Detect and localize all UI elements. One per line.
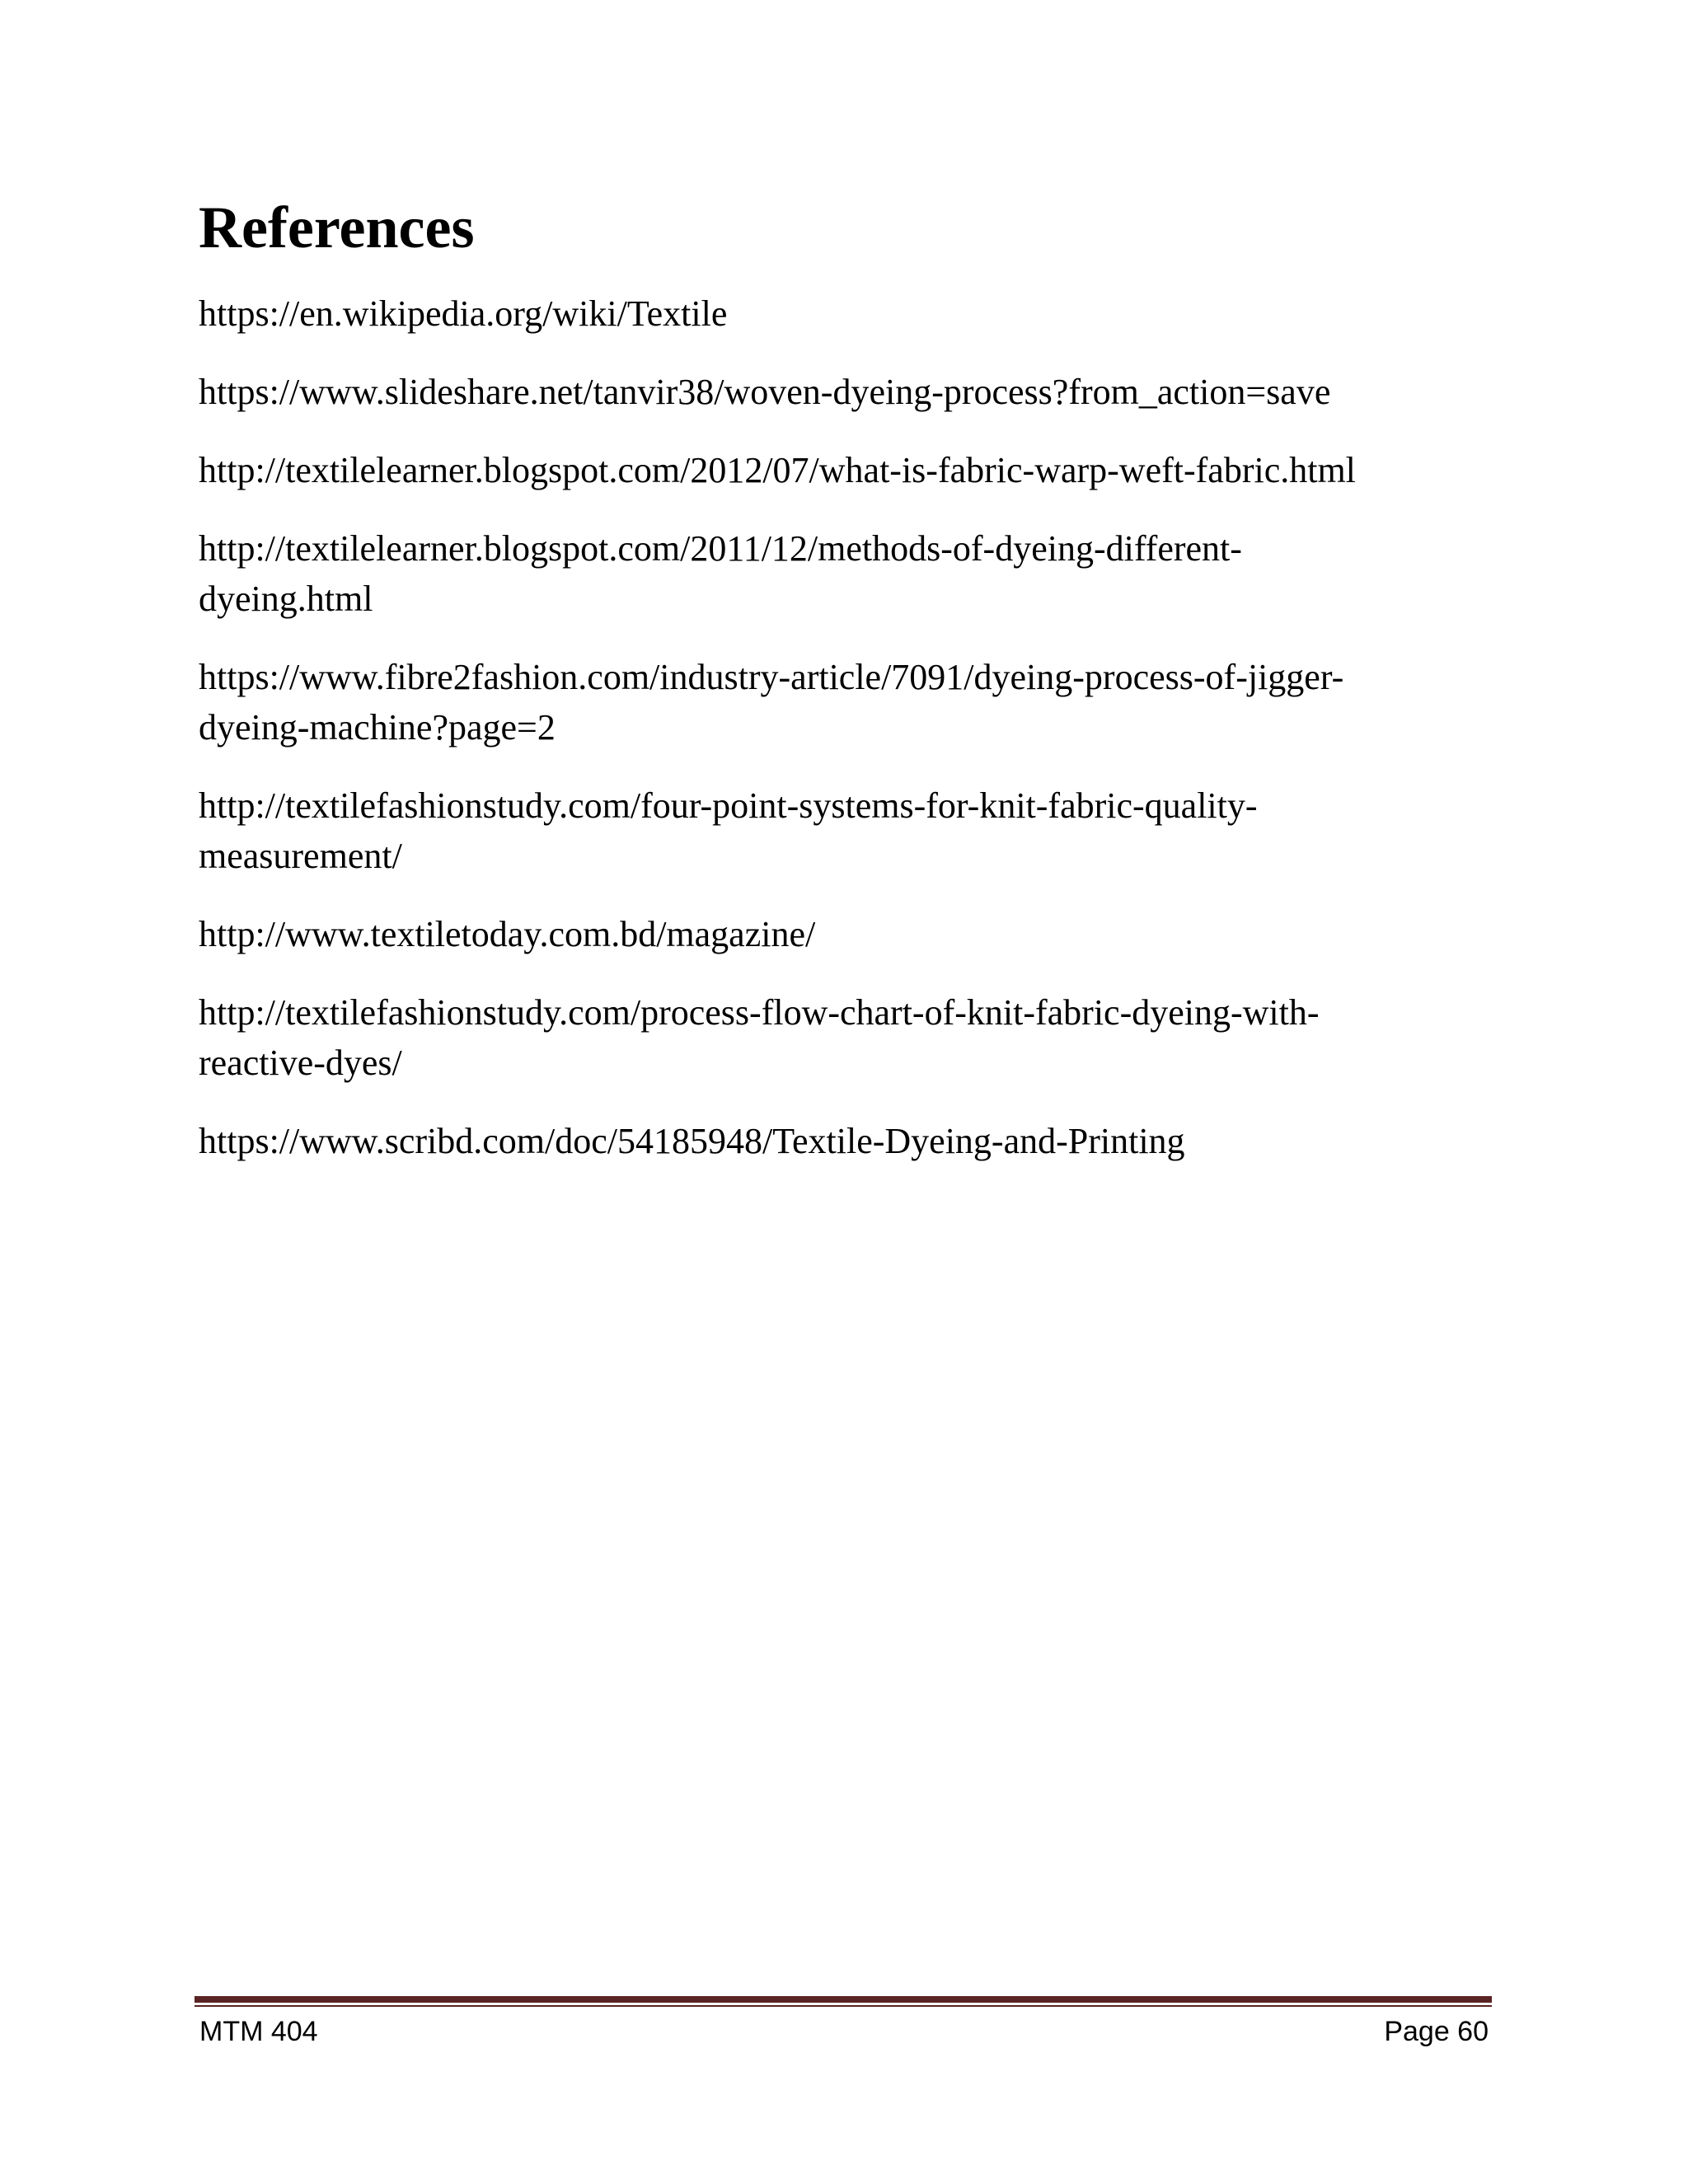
reference-item: [199, 523, 1501, 624]
reference-text: https://www.fibre2fashion.com/industry-article/7091/dyeing-process-of-jigger-dyeing-machine?page=2: [199, 657, 1344, 748]
reference-item: http://textilelearner.blogspot.com/2012/07/what-is-fabric-warp-weft-fabric.html: [199, 450, 1356, 490]
reference-item: http://www.textiletoday.com.bd/magazine/: [199, 914, 816, 954]
page-heading: References: [199, 194, 475, 260]
reference-text: http://textilefashionstudy.com/process-flow-chart-of-knit-fabric-dyeing-with-reactive-dyes/: [199, 992, 1320, 1083]
footer-page-number: Page 60: [1384, 2016, 1489, 2047]
reference-item: [199, 987, 1501, 1088]
reference-item: https://www.scribd.com/doc/54185948/Textile-Dyeing-and-Printing: [199, 1121, 1185, 1161]
reference-item: [199, 652, 1501, 752]
reference-text: http://textilelearner.blogspot.com/2011/12/methods-of-dyeing-different-dyeing.html: [199, 528, 1242, 619]
page-content: [199, 194, 1501, 1194]
reference-text: http://textilefashionstudy.com/four-point-systems-for-knit-fabric-quality-measurement/: [199, 785, 1258, 876]
footer-row: [195, 2015, 1492, 2049]
reference-list: [199, 288, 1501, 1166]
reference-item: [199, 780, 1501, 881]
footer-rule-thick: [195, 1996, 1492, 2003]
page-footer: [195, 1996, 1492, 2049]
reference-item: https://en.wikipedia.org/wiki/Textile: [199, 293, 728, 334]
footer-course-code: MTM 404: [199, 2016, 318, 2047]
reference-item: https://www.slideshare.net/tanvir38/woven-dyeing-process?from_action=save: [199, 372, 1331, 412]
footer-rule-thin: [195, 2005, 1492, 2007]
